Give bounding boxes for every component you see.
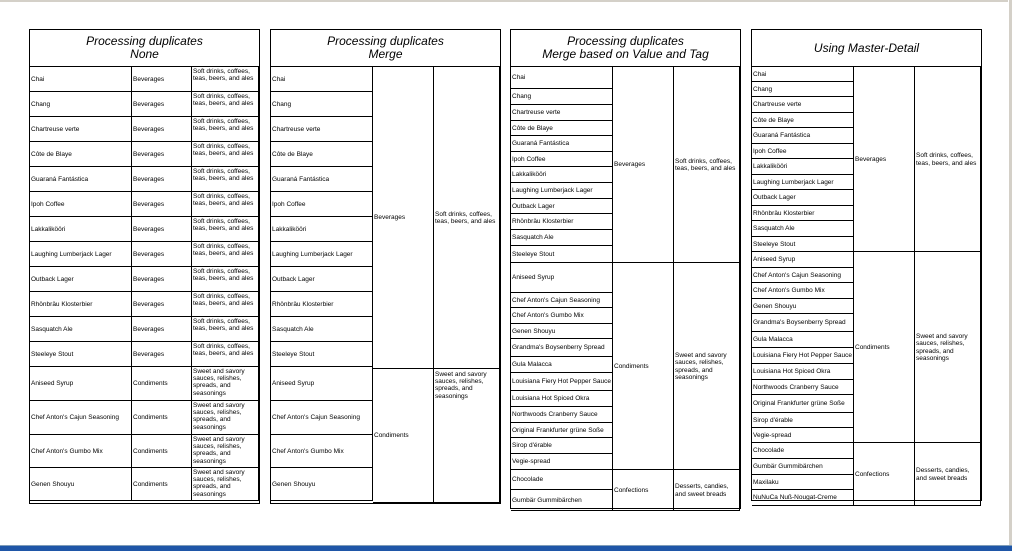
- category-cell: Beverages: [132, 342, 192, 367]
- vertical-scrollbar[interactable]: [1008, 0, 1012, 550]
- product-cell: Maxilaku: [752, 475, 854, 490]
- product-cell: Lakkalikööri: [752, 159, 854, 175]
- description-cell: Desserts, candies, and sweet breads: [674, 470, 740, 511]
- product-grid: [752, 67, 981, 500]
- panel-master-detail: [751, 29, 982, 501]
- panel-title-line2: Merge: [368, 47, 403, 61]
- product-cell: Côte de Blaye: [30, 142, 132, 167]
- description-cell: Sweet and savory sauces, relishes, spreads, and seasonings: [192, 468, 259, 501]
- product-cell: Sasquatch Ale: [752, 221, 854, 237]
- product-cell: Guaraná Fantástica: [752, 128, 854, 144]
- product-cell: Vegie-spread: [752, 428, 854, 443]
- category-cell: Condiments: [854, 252, 915, 443]
- product-cell: Louisiana Hot Spiced Okra: [752, 364, 854, 380]
- product-cell: Grandma's Boysenberry Spread: [752, 314, 854, 332]
- product-cell: Sasquatch Ale: [30, 317, 132, 342]
- product-cell: Gula Malacca: [752, 332, 854, 348]
- product-cell: Sasquatch Ale: [511, 230, 613, 246]
- product-cell: Gumbär Gummibärchen: [752, 459, 854, 475]
- description-cell: Soft drinks, coffees, teas, beers, and ales: [192, 292, 259, 317]
- product-cell: Chang: [511, 89, 613, 105]
- description-cell: Sweet and savory sauces, relishes, spreads, and seasonings: [192, 367, 259, 401]
- product-cell: Outback Lager: [271, 267, 373, 292]
- product-cell: Outback Lager: [752, 190, 854, 206]
- category-cell: Beverages: [613, 67, 674, 263]
- product-cell: Rhönbräu Klosterbier: [752, 206, 854, 221]
- panel-title-line1: Using Master-Detail: [813, 40, 920, 55]
- description-cell: Soft drinks, coffees, teas, beers, and ales: [192, 317, 259, 342]
- description-cell: Soft drinks, coffees, teas, beers, and ales: [192, 92, 259, 117]
- product-cell: Genen Shouyu: [752, 299, 854, 314]
- product-cell: Aniseed Syrup: [30, 367, 132, 401]
- product-cell: Lakkalikööri: [271, 217, 373, 242]
- product-cell: Grandma's Boysenberry Spread: [511, 339, 613, 357]
- product-grid: [511, 67, 740, 508]
- product-cell: Laughing Lumberjack Lager: [30, 242, 132, 267]
- panel-title-line2: Merge based on Value and Tag: [542, 47, 709, 61]
- product-cell: Ipoh Coffee: [511, 152, 613, 167]
- product-cell: Louisiana Fiery Hot Pepper Sauce: [511, 373, 613, 391]
- product-cell: Outback Lager: [30, 267, 132, 292]
- category-cell: Condiments: [132, 468, 192, 501]
- category-cell: Condiments: [373, 369, 434, 503]
- description-cell: Soft drinks, coffees, teas, beers, and ales: [192, 142, 259, 167]
- product-cell: NuNuCa Nuß-Nougat-Creme: [752, 490, 854, 506]
- product-cell: Chef Anton's Gumbo Mix: [30, 435, 132, 468]
- product-cell: Louisiana Hot Spiced Okra: [511, 391, 613, 407]
- panel-title: [271, 30, 500, 67]
- product-cell: Rhönbräu Klosterbier: [271, 292, 373, 317]
- product-grid: [30, 67, 259, 503]
- category-cell: Condiments: [613, 263, 674, 470]
- description-cell: Soft drinks, coffees, teas, beers, and ales: [434, 67, 500, 369]
- product-cell: Rhönbräu Klosterbier: [511, 214, 613, 230]
- product-cell: Genen Shouyu: [271, 468, 373, 501]
- product-cell: Louisiana Fiery Hot Pepper Sauce: [752, 348, 854, 364]
- window-top-border: [0, 0, 1012, 2]
- product-cell: Guaraná Fantástica: [511, 136, 613, 152]
- category-cell: Beverages: [132, 67, 192, 92]
- product-cell: Chang: [752, 82, 854, 97]
- product-cell: Rhönbräu Klosterbier: [30, 292, 132, 317]
- description-cell: Soft drinks, coffees, teas, beers, and ales: [192, 117, 259, 142]
- product-cell: Chef Anton's Gumbo Mix: [511, 308, 613, 324]
- product-cell: Aniseed Syrup: [752, 252, 854, 268]
- category-cell: Condiments: [132, 435, 192, 468]
- product-cell: Sasquatch Ale: [271, 317, 373, 342]
- product-cell: Chocolade: [752, 443, 854, 459]
- description-cell: Soft drinks, coffees, teas, beers, and ales: [192, 217, 259, 242]
- category-cell: Condiments: [132, 401, 192, 435]
- category-cell: Beverages: [132, 267, 192, 292]
- product-cell: Sirop d'érable: [511, 438, 613, 454]
- product-cell: Sirop d'érable: [752, 413, 854, 428]
- product-cell: Chai: [752, 67, 854, 82]
- category-cell: Beverages: [132, 217, 192, 242]
- category-cell: Beverages: [132, 242, 192, 267]
- description-cell: Soft drinks, coffees, teas, beers, and ales: [674, 67, 740, 263]
- product-cell: Chef Anton's Gumbo Mix: [271, 435, 373, 468]
- product-cell: Steeleye Stout: [511, 246, 613, 263]
- product-grid: [271, 67, 500, 503]
- product-cell: Ipoh Coffee: [752, 144, 854, 159]
- category-cell: Beverages: [373, 67, 434, 369]
- product-cell: Laughing Lumberjack Lager: [511, 183, 613, 199]
- description-cell: Desserts, candies, and sweet breads: [915, 443, 981, 506]
- product-cell: Northwoods Cranberry Sauce: [511, 407, 613, 423]
- panel-title: [30, 30, 259, 67]
- product-cell: Gula Malacca: [511, 357, 613, 373]
- product-cell: Genen Shouyu: [511, 324, 613, 339]
- product-cell: Northwoods Cranberry Sauce: [752, 380, 854, 395]
- description-cell: Soft drinks, coffees, teas, beers, and ales: [192, 267, 259, 292]
- description-cell: Sweet and savory sauces, relishes, spreads, and seasonings: [915, 252, 981, 443]
- product-cell: Original Frankfurter grüne Soße: [511, 423, 613, 438]
- product-cell: Chartreuse verte: [30, 117, 132, 142]
- product-cell: Chartreuse verte: [271, 117, 373, 142]
- product-cell: Guaraná Fantástica: [30, 167, 132, 192]
- panel-title: [511, 30, 740, 67]
- category-cell: Confections: [854, 443, 915, 506]
- description-cell: Sweet and savory sauces, relishes, spreads, and seasonings: [192, 401, 259, 435]
- panel-title-line1: Processing duplicates: [86, 34, 203, 48]
- product-cell: Chartreuse verte: [752, 97, 854, 113]
- category-cell: Beverages: [132, 92, 192, 117]
- product-cell: Chai: [30, 67, 132, 92]
- product-cell: Genen Shouyu: [30, 468, 132, 501]
- description-cell: Soft drinks, coffees, teas, beers, and ales: [192, 67, 259, 92]
- product-cell: Aniseed Syrup: [511, 263, 613, 293]
- description-cell: Soft drinks, coffees, teas, beers, and ales: [192, 242, 259, 267]
- description-cell: Soft drinks, coffees, teas, beers, and ales: [192, 167, 259, 192]
- panel-title-line1: Processing duplicates: [327, 34, 444, 48]
- product-cell: Aniseed Syrup: [271, 367, 373, 401]
- description-cell: Soft drinks, coffees, teas, beers, and ales: [192, 192, 259, 217]
- product-cell: Chef Anton's Cajun Seasoning: [752, 268, 854, 283]
- product-cell: Chef Anton's Cajun Seasoning: [511, 293, 613, 308]
- product-cell: Gumbär Gummibärchen: [511, 490, 613, 511]
- product-cell: Côte de Blaye: [511, 121, 613, 136]
- category-cell: Beverages: [132, 292, 192, 317]
- panel-title-line1: Processing duplicates: [567, 34, 684, 48]
- product-cell: Chocolade: [511, 470, 613, 490]
- panel-merge: [270, 29, 501, 504]
- product-cell: Outback Lager: [511, 199, 613, 214]
- product-cell: Côte de Blaye: [752, 113, 854, 128]
- product-cell: Chang: [30, 92, 132, 117]
- description-cell: Sweet and savory sauces, relishes, spreads, and seasonings: [192, 435, 259, 468]
- product-cell: Guaraná Fantástica: [271, 167, 373, 192]
- description-cell: Soft drinks, coffees, teas, beers, and ales: [915, 67, 981, 252]
- product-cell: Original Frankfurter grüne Soße: [752, 395, 854, 413]
- description-cell: Sweet and savory sauces, relishes, spreads, and seasonings: [674, 263, 740, 470]
- product-cell: Chef Anton's Gumbo Mix: [752, 283, 854, 299]
- panel-none: [29, 29, 260, 504]
- panel-merge-value-tag: [510, 29, 741, 509]
- category-cell: Beverages: [132, 317, 192, 342]
- category-cell: Beverages: [132, 142, 192, 167]
- product-cell: Côte de Blaye: [271, 142, 373, 167]
- category-cell: Condiments: [132, 367, 192, 401]
- product-cell: Chef Anton's Cajun Seasoning: [30, 401, 132, 435]
- product-cell: Lakkalikööri: [511, 167, 613, 183]
- product-cell: Chang: [271, 92, 373, 117]
- product-cell: Steeleye Stout: [752, 237, 854, 252]
- category-cell: Beverages: [854, 67, 915, 252]
- panel-title-line2: None: [130, 47, 159, 61]
- category-cell: Beverages: [132, 167, 192, 192]
- product-cell: Lakkalikööri: [30, 217, 132, 242]
- description-cell: Sweet and savory sauces, relishes, spreads, and seasonings: [434, 369, 500, 503]
- panel-title: [752, 30, 981, 67]
- product-cell: Laughing Lumberjack Lager: [271, 242, 373, 267]
- product-cell: Chai: [511, 67, 613, 89]
- category-cell: Beverages: [132, 117, 192, 142]
- product-cell: Ipoh Coffee: [30, 192, 132, 217]
- description-cell: Soft drinks, coffees, teas, beers, and ales: [192, 342, 259, 367]
- product-cell: Steeleye Stout: [30, 342, 132, 367]
- product-cell: Vegie-spread: [511, 454, 613, 470]
- product-cell: Chef Anton's Cajun Seasoning: [271, 401, 373, 435]
- product-cell: Steeleye Stout: [271, 342, 373, 367]
- category-cell: Confections: [613, 470, 674, 511]
- status-bar: [0, 545, 1012, 551]
- product-cell: Chartreuse verte: [511, 105, 613, 121]
- product-cell: Chai: [271, 67, 373, 92]
- product-cell: Laughing Lumberjack Lager: [752, 175, 854, 190]
- product-cell: Ipoh Coffee: [271, 192, 373, 217]
- category-cell: Beverages: [132, 192, 192, 217]
